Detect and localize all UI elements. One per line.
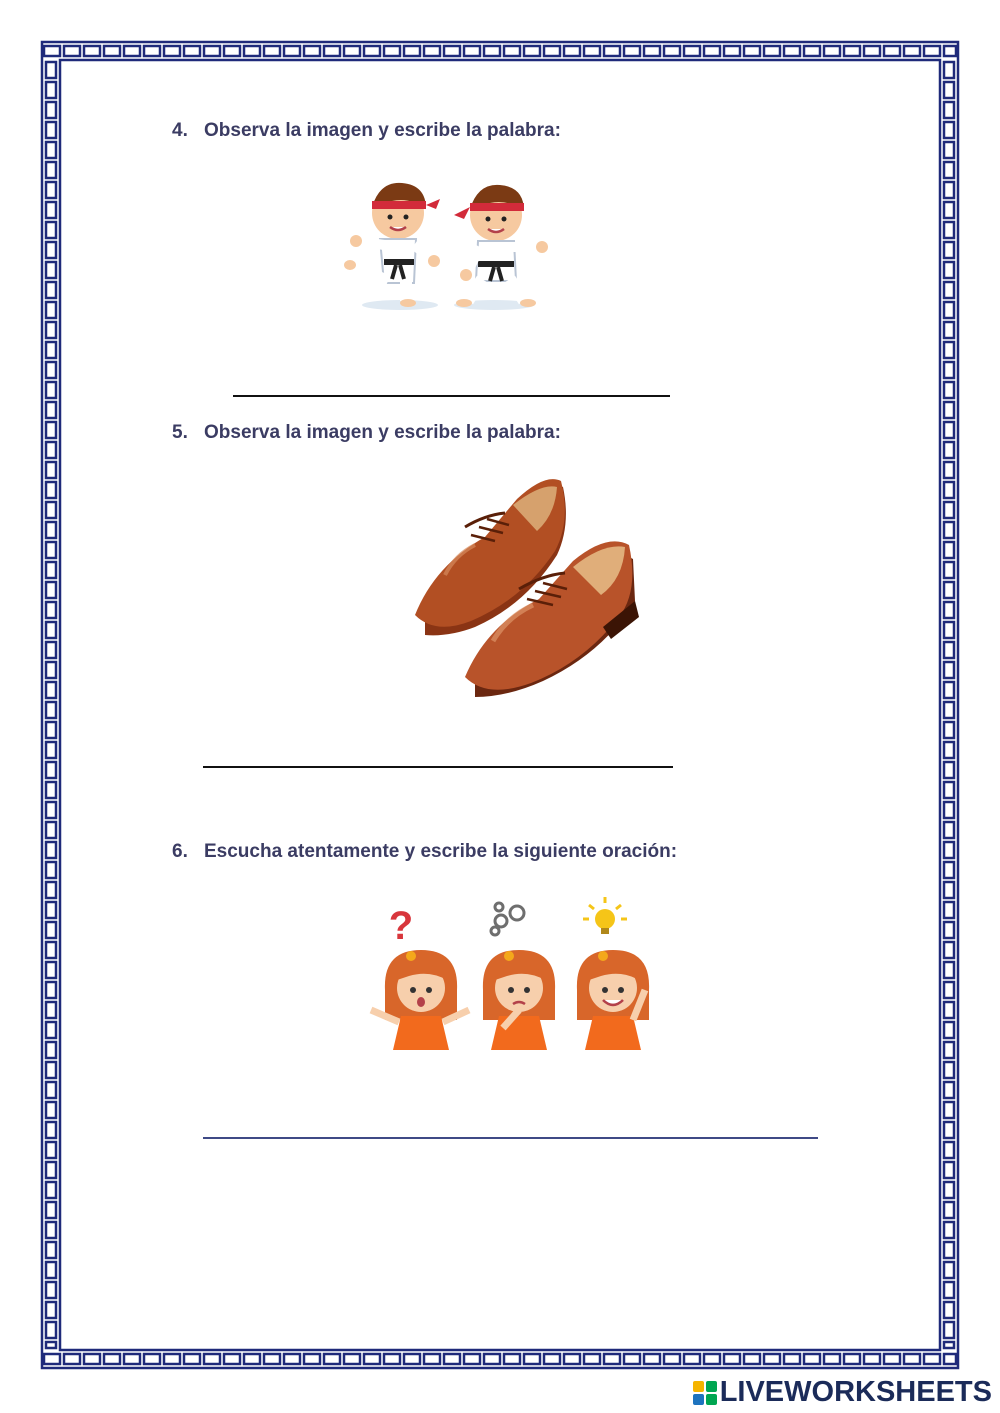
question-text: Observa la imagen y escribe la palabra: bbox=[204, 120, 561, 141]
question-mark-icon bbox=[389, 904, 413, 948]
brand-name: LIVEWORKSHEETS bbox=[719, 1376, 992, 1408]
liveworksheets-logo bbox=[693, 1376, 992, 1409]
answer-line-q5[interactable] bbox=[203, 766, 673, 768]
svg-text:?: ? bbox=[388, 904, 414, 948]
brown-shoes-icon bbox=[405, 465, 655, 700]
question-number: 5. bbox=[172, 422, 188, 443]
question-5-prompt bbox=[172, 422, 561, 444]
karate-kids-icon bbox=[340, 175, 550, 315]
answer-line-q4[interactable] bbox=[233, 395, 670, 397]
thinking-girls-icon bbox=[355, 895, 665, 1055]
question-text: Observa la imagen y escribe la palabra: bbox=[204, 422, 561, 443]
question-text: Escucha atentamente y escribe la siguiente oración: bbox=[204, 841, 678, 862]
question-number: 4. bbox=[172, 120, 188, 141]
gears-icon bbox=[491, 903, 524, 935]
question-6-prompt bbox=[172, 841, 677, 863]
logo-squares-icon bbox=[693, 1381, 717, 1405]
question-number: 6. bbox=[172, 841, 188, 862]
answer-line-q6[interactable] bbox=[203, 1137, 818, 1139]
question-4-prompt bbox=[172, 120, 561, 142]
lightbulb-icon bbox=[583, 897, 627, 934]
